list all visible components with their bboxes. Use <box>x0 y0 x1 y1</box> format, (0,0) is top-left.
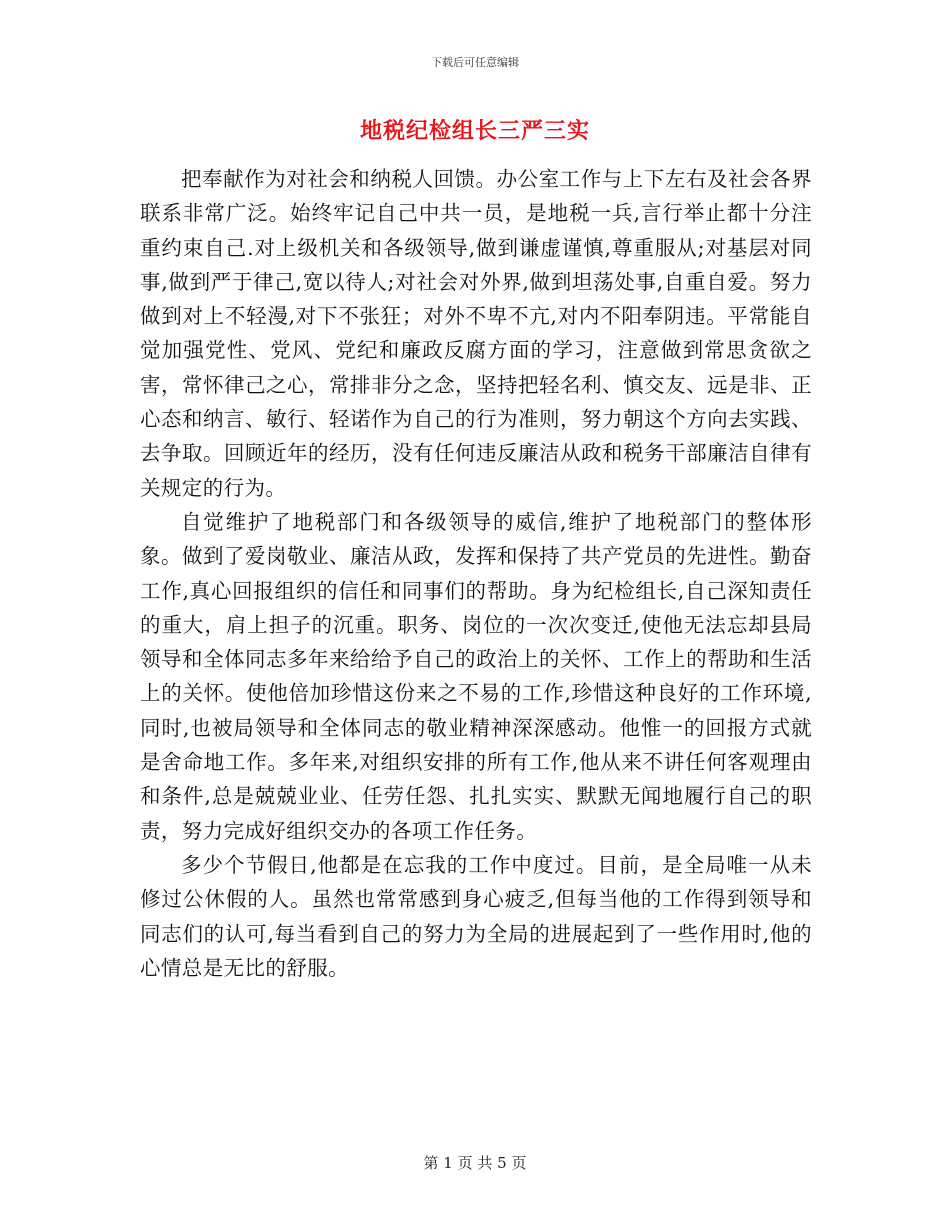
paragraph-3: 多少个节假日,他都是在忘我的工作中度过。目前，是全局唯一从未修过公休假的人。虽然也常常感到身心疲乏,但每当他的工作得到领导和同志们的认可,每当看到自己的努力为全局的进展起到了一些作用时,他的心情总是无比的舒服。 <box>140 852 812 980</box>
document-title: 地税纪检组长三严三实 <box>359 119 590 144</box>
paragraph-1: 把奉献作为对社会和纳税人回馈。办公室工作与上下左右及社会各界联系非常广泛。始终牢记自己中共一员，是地税一兵,言行举止都十分注重约束自己.对上级机关和各级领导,做到谦虚谨慎,尊重服从;对基层对同事,做到严于律己,宽以待人;对社会对外界,做到坦荡处事,自重自爱。努力做到对上不轻漫,对下不张狂；对外不卑不亢,对内不阳奉阴违。平常能自觉加强党性、党风、党纪和廉政反腐方面的学习，注意做到常思贪欲之害，常怀律己之心，常排非分之念，坚持把轻名利、慎交友、远是非、正心态和纳言、敏行、轻诺作为自己的行为准则，努力朝这个方向去实践、去争取。回顾近年的经历，没有任何违反廉洁从政和税务干部廉洁自律有关规定的行为。 <box>140 167 812 500</box>
paragraph-2: 自觉维护了地税部门和各级领导的威信,维护了地税部门的整体形象。做到了爱岗敬业、廉洁从政，发挥和保持了共产党员的先进性。勤奋工作,真心回报组织的信任和同事们的帮助。身为纪检组长,自己深知责任的重大，肩上担子的沉重。职务、岗位的一次次变迁,使他无法忘却县局领导和全体同志多年来给给予自己的政治上的关怀、工作上的帮助和生活上的关怀。使他倍加珍惜这份来之不易的工作,珍惜这种良好的工作环境,同时,也被局领导和全体同志的敬业精神深深感动。他惟一的回报方式就是舍命地工作。多年来,对组织安排的所有工作,他从来不讲任何客观理由和条件,总是兢兢业业、任劳任怨、扎扎实实、默默无闻地履行自己的职责，努力完成好组织交办的各项工作任务。 <box>140 509 812 843</box>
document-body <box>140 162 812 985</box>
page-header-note: 下载后可任意编辑 <box>431 56 519 69</box>
page-number-footer: 第 1 页 共 5 页 <box>423 1154 527 1172</box>
